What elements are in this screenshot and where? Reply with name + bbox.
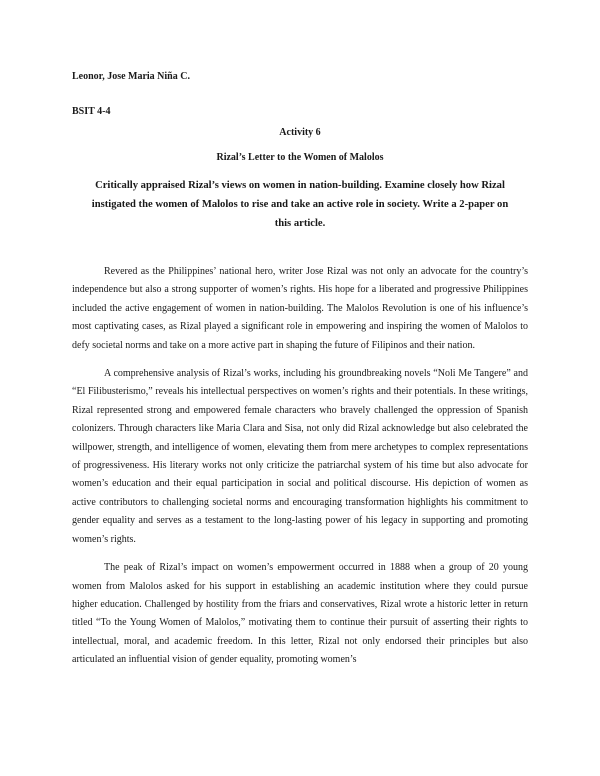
activity-heading: Activity 6 xyxy=(279,127,321,138)
section-label: BSIT 4-4 xyxy=(72,106,111,117)
paragraph-3: The peak of Rizal’s impact on women’s empowerment occurred in 1888 when a group of 20 young women from Malolos asked for his support in establishing an academic institution where they could pursue higher education. Challenged by hostility from the friars and conservatives, Rizal wrote a historic letter in return titled “To the Young Women of Malolos,” motivating them to continue their pursuit of asserting their rights to intellectual, moral, and academic freedom. In this letter, Rizal not only endorsed their principles but also articulated an influential vision of gender equality, promoting women’s xyxy=(72,562,528,666)
author-name: Leonor, Jose Maria Niña C. xyxy=(72,71,190,82)
essay-body xyxy=(72,263,528,680)
activity-prompt: Critically appraised Rizal’s views on women in nation-building. Examine closely how Rizal instigated the women of Malolos to rise and take an active role in society. Write a 2-paper on this article. xyxy=(91,180,509,229)
document-title: Rizal’s Letter to the Women of Malolos xyxy=(216,152,384,163)
paragraph-1: Revered as the Philippines’ national hero, writer Jose Rizal was not only an advocate for the country’s independence but also a strong supporter of women’s rights. His hope for a liberated and progressive Philippines included the active engagement of women in nation-building. The Malolos Revolution is one of his influence’s most captivating cases, as Rizal played a significant role in empowering and inspiring the women of Malolos to defy societal norms and take on a more active part in shaping the future of Filipinos and their nation. xyxy=(72,266,528,351)
paragraph-2: A comprehensive analysis of Rizal’s works, including his groundbreaking novels “Noli Me Tangere” and “El Filibusterismo,” reveals his intellectual perspectives on women’s rights and their potentials. In these writings, Rizal represented strong and empowered female characters who bravely challenged the oppression of Spanish colonizers. Through characters like Maria Clara and Sisa, not only did Rizal acknowledge but also celebrated the willpower, strength, and intelligence of women, elevating them from mere archetypes to complex representations of progressiveness. His literary works not only criticize the patriarchal system of his time but also advocate for women’s education and their equal participation in social and political discourse. His depiction of women as active contributors to challenging societal norms and encouraging transformation highlights his commitment to gender equality and serves as a testament to the long-lasting power of his legacy in supporting and promoting women’s rights. xyxy=(72,368,528,545)
